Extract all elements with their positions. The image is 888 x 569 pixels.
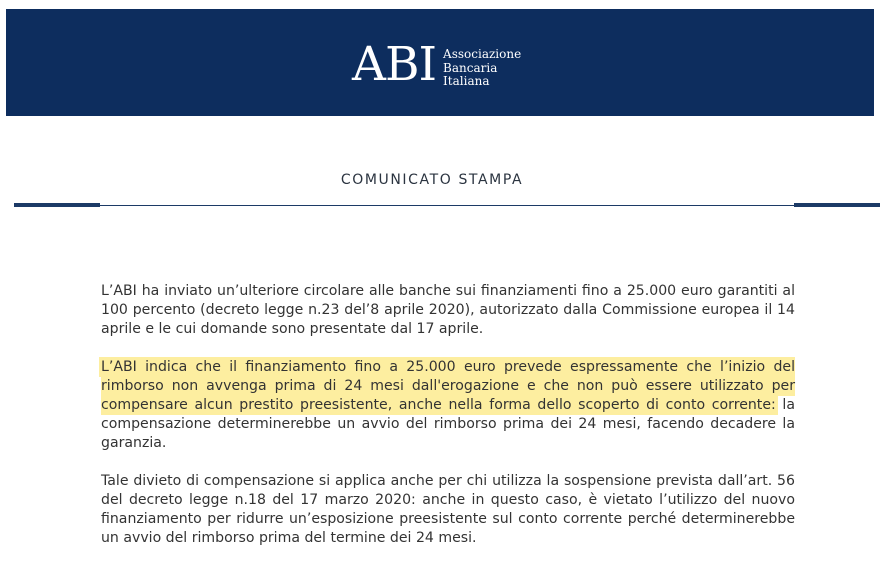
paragraph-2 xyxy=(101,358,795,453)
press-release-body xyxy=(101,282,795,567)
logo-line-3: Italiana xyxy=(443,74,490,88)
highlighted-text: L’ABI indica che il finanziamento fino a 25.000 euro prevede espressamente che l’inizio del rimborso non avvenga prima di 24 mesi dall'erogazione e che non può essere utilizzato per compensare alcun prestito preesistente, anche nella forma dello scoperto di conto corrente: xyxy=(101,359,795,413)
page-title: COMUNICATO STAMPA xyxy=(340,172,524,188)
header-banner xyxy=(6,9,874,116)
logo-text xyxy=(443,48,521,89)
divider-accent-left xyxy=(14,203,100,207)
abi-logo xyxy=(352,39,521,91)
logo-line-2: Bancaria xyxy=(443,60,498,75)
divider-accent-right xyxy=(794,203,880,207)
paragraph-2-rest: la compensazione determinerebbe un avvio del rimborso prima dei 24 mesi, facendo decadere la garanzia. xyxy=(101,397,795,451)
logo-line-1: Associazione xyxy=(443,47,522,61)
paragraph-1: L’ABI ha inviato un’ulteriore circolare alle banche sui finanziamenti fino a 25.000 euro garantiti al 100 percento (decreto legge n.23 del’8 aprile 2020), autorizzato dalla Commissione europea il 14 aprile e le cui domande sono presentate dal 17 aprile. xyxy=(101,283,795,337)
logo-mark: ABI xyxy=(352,37,437,92)
paragraph-3: Tale divieto di compensazione si applica anche per chi utilizza la sospensione prevista dall’art. 56 del decreto legge n.18 del 17 marzo 2020: anche in questo caso, è vietato l’utilizzo del nuovo finanziamento per ridurre un’esposizione preesistente sul conto corrente perché determinerebbe un avvio del rimborso prima del termine dei 24 mesi. xyxy=(101,473,795,546)
title-divider xyxy=(14,205,880,206)
